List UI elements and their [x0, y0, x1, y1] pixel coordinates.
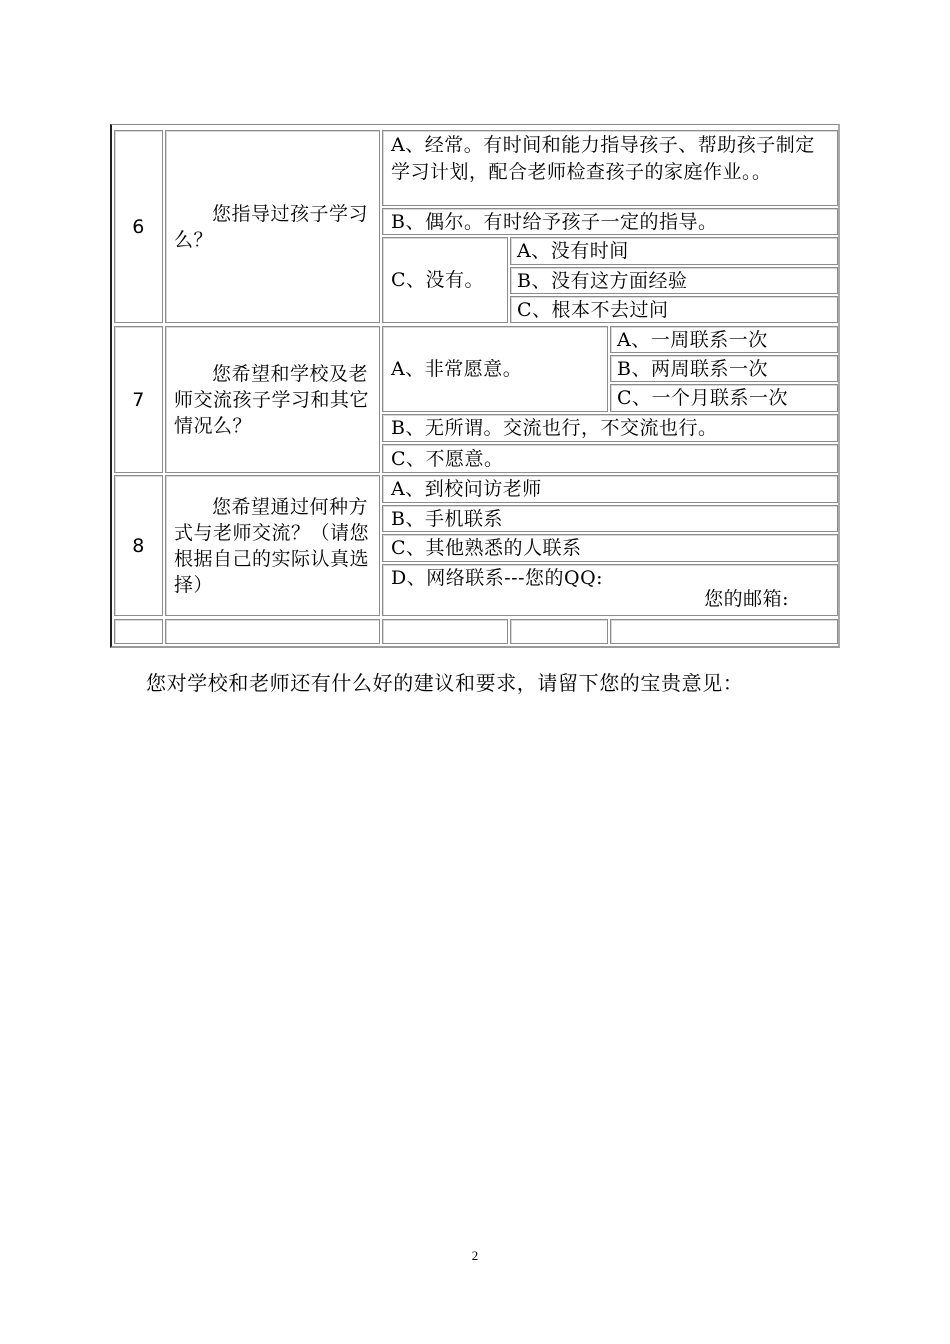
question-6-sub-option-c: C、根本不去过问 [510, 296, 838, 323]
question-6-sub-option-a: A、没有时间 [510, 237, 838, 265]
empty-row-cell [114, 619, 163, 644]
question-8-text [165, 475, 380, 616]
question-8-option-a: A、到校问访老师 [382, 475, 838, 503]
question-6-label: 您指导过孩子学习么？ [174, 202, 369, 251]
empty-row-cell [610, 619, 838, 644]
question-8-option-b: B、手机联系 [382, 505, 838, 532]
question-8-option-d-label: D、网络联系---您的QQ: [391, 567, 604, 589]
question-7-text [165, 326, 380, 473]
empty-row-cell [510, 619, 608, 644]
suggestion-prompt: 您对学校和老师还有什么好的建议和要求，请留下您的宝贵意见： [146, 671, 744, 695]
question-6-option-a-label: A、经常。有时间和能力指导孩子、帮助孩子制定学习计划，配合老师检查孩子的家庭作业。。 [391, 134, 815, 183]
question-8-option-d [382, 564, 838, 616]
question-7-label: 您希望和学校及老师交流孩子学习和其它情况么？ [174, 362, 370, 437]
question-6-text [165, 130, 380, 323]
question-7-option-a: A、非常愿意。 [382, 326, 608, 412]
question-7-sub-option-b: B、两周联系一次 [610, 355, 838, 382]
empty-row-cell [382, 619, 508, 644]
question-8-number: 8 [114, 475, 163, 616]
question-8-option-c: C、其他熟悉的人联系 [382, 534, 838, 562]
question-7-option-b: B、无所谓。交流也行，不交流也行。 [382, 414, 838, 442]
question-7-option-c: C、不愿意。 [382, 444, 838, 473]
question-8-label: 您希望通过何种方式与老师交流？（请您根据自己的实际认真选择） [174, 495, 370, 596]
question-6-number: 6 [114, 130, 163, 323]
question-6-sub-option-b: B、没有这方面经验 [510, 267, 838, 294]
email-label: 您的邮箱: [704, 588, 789, 610]
question-7-number: 7 [114, 326, 163, 473]
survey-table [110, 124, 840, 648]
question-6-option-a [382, 130, 838, 206]
question-7-sub-option-c: C、一个月联系一次 [610, 384, 838, 412]
question-6-option-b: B、偶尔。有时给予孩子一定的指导。 [382, 208, 838, 235]
question-6-option-c: C、没有。 [382, 237, 508, 323]
empty-row-cell [165, 619, 380, 644]
question-7-sub-option-a: A、一周联系一次 [610, 326, 838, 353]
page-number: 2 [471, 1248, 479, 1263]
